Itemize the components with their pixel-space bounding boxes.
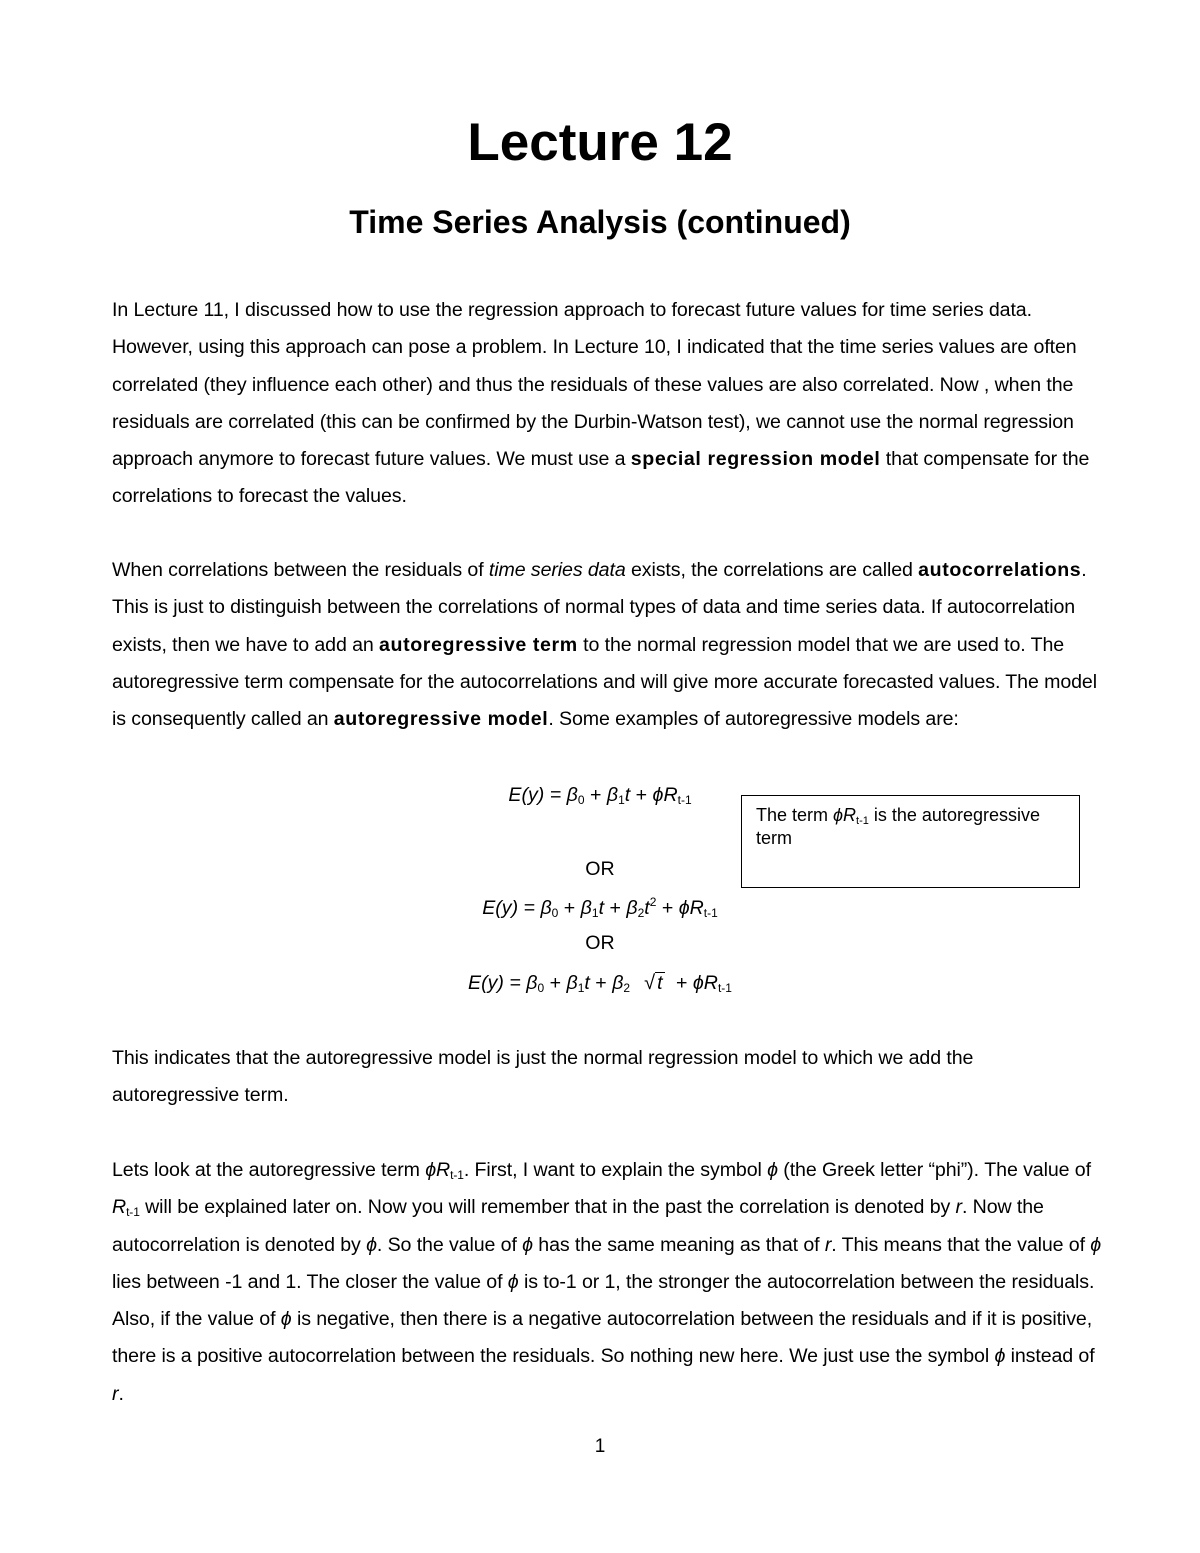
paragraph-summary: This indicates that the autoregressive model is just the normal regression model to which we add the autoregressive term.: [112, 1047, 974, 1107]
or-label: OR: [585, 858, 615, 880]
page-title: Lecture 12: [467, 113, 733, 172]
bold-term: autoregressive term: [379, 633, 578, 656]
bold-term: special regression model: [630, 448, 881, 471]
bold-term: autocorrelations: [918, 559, 1082, 581]
bold-term: autoregressive model: [333, 708, 549, 731]
or-label: OR: [585, 932, 615, 954]
paragraph-autocorrelation: When correlations between the residuals of time series data exists, the correlations are called autocorrelations. This is just to distinguish between the correlations of normal types of data and time series data. If autocorrelation exists, then we have to add an autoregressive term to the normal regression model that we are used to. The autoregressive term compensate for the autocorrelations and will give more accurate forecasted values. The model is consequently called an autoregressive model. Some examples of autoregressive models are:: [112, 559, 1097, 731]
square-root: √ t: [644, 972, 663, 994]
equation-1: $E(y) = \beta_0 + \beta_1t + \phi R_{t-1}$: [508, 784, 692, 807]
page-number: 1: [594, 1436, 606, 1457]
italic-term: time series data: [488, 559, 626, 581]
page-subtitle: Time Series Analysis (continued): [349, 204, 851, 240]
equation-3: $E(y) = \beta_0 + \beta_1t + \beta_2$ √ $t + \phi R_{t-1}$: [468, 972, 732, 995]
paragraph-intro: In Lecture 11, I discussed how to use the regression approach to forecast future values for time series data. However, using this approach can pose a problem. In Lecture 10, I indicated that the time series values are often correlated (they influence each other) and thus the residuals of these values are also correlated. Now , when the residuals are correlated (this can be confirmed by the Durbin-Watson test), we cannot use the normal regression approach anymore to forecast future values. We must use a special regression model that compensate for the correlations to forecast the values.: [112, 299, 1090, 508]
equation-2: $E(y) = \beta_0 + \beta_1t + \beta_2t^2 + \phi R_{t-1}$: [482, 895, 718, 920]
paragraph-phi-explanation: Lets look at the autoregressive term $\phi R_{t-1}$. First, I want to explain the symbol ϕ (the Greek letter “phi”). The value of $R_{t-1}$ will be explained later on. Now you will remember that in the past the correlation is denoted by r. Now the autocorrelation is denoted by ϕ. So the value of ϕ has the same meaning as that of r. This means that the value of ϕ lies between -1 and 1. The closer the value of ϕ is to-1 or 1, the stronger the autocorrelation between the residuals. Also, if the value of ϕ is negative, then there is a negative autocorrelation between the residuals and if it is positive, there is a positive autocorrelation between the residuals. So nothing new here. We just use the symbol ϕ instead of r.: [112, 1159, 1102, 1405]
autoregressive-term-callout: The term $\phi R_{t-1}$ is the autoregressive term: [741, 795, 1080, 888]
radical-sign: √: [644, 972, 656, 994]
